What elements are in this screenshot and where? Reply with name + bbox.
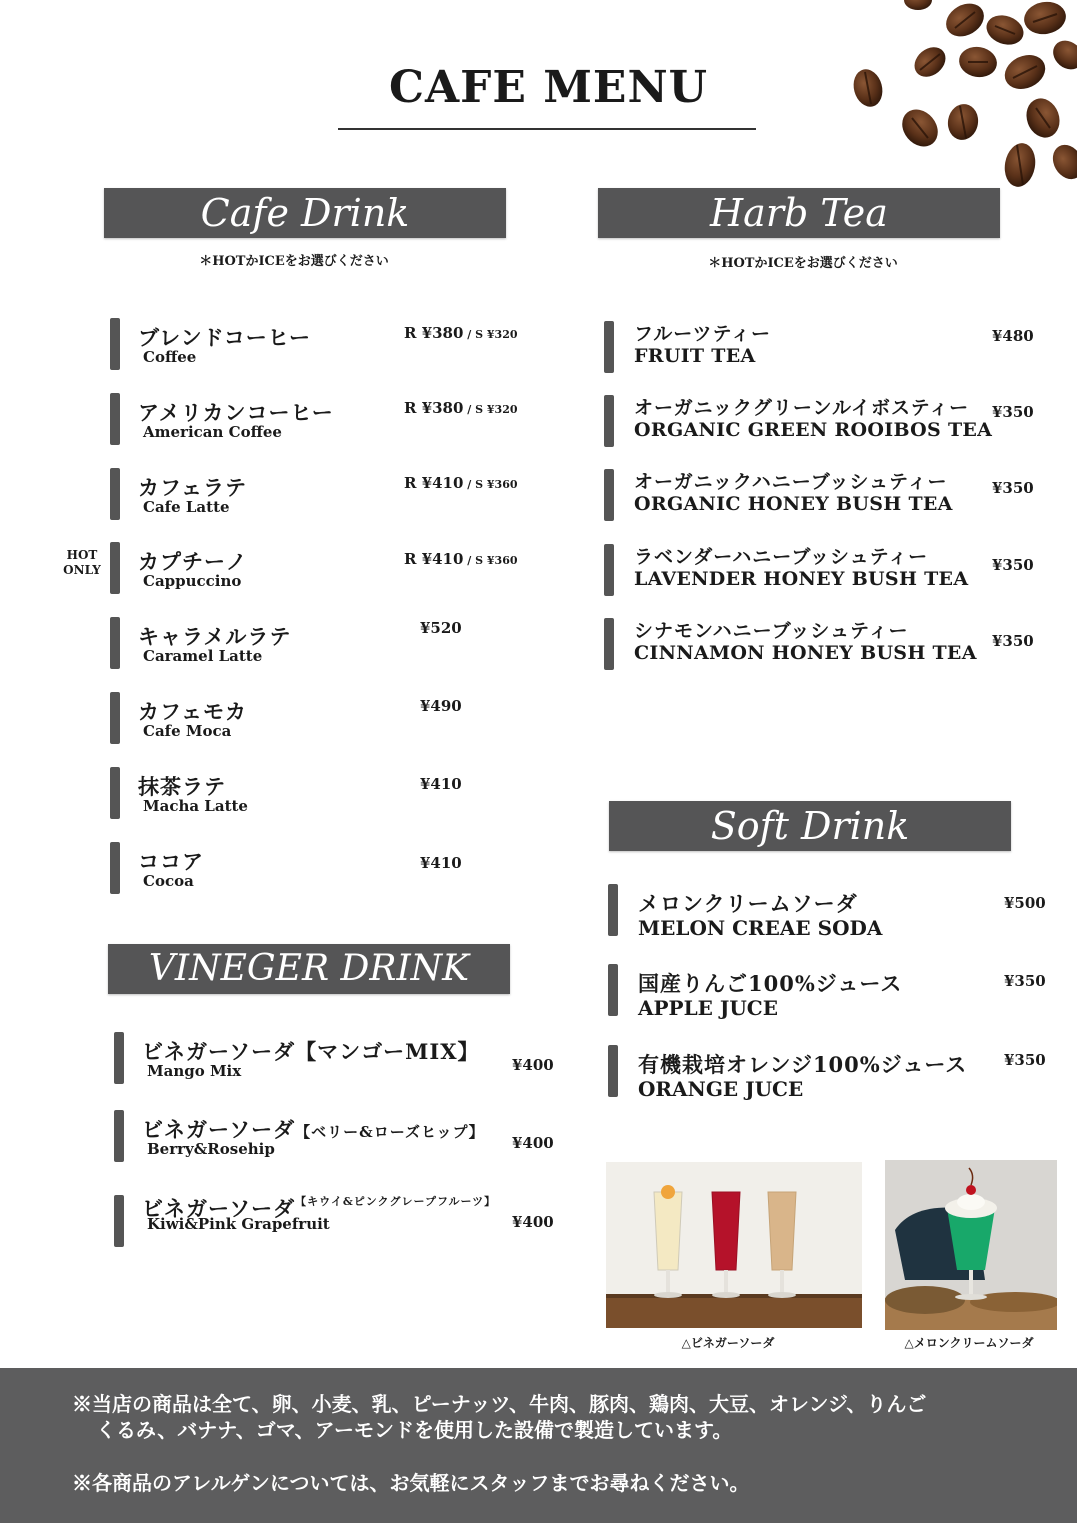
item-marker	[110, 393, 120, 445]
item-name-en: MELON CREAE SODA	[638, 916, 883, 940]
item-name-en: CINNAMON HONEY BUSH TEA	[634, 642, 977, 664]
item-name-en: Cocoa	[143, 872, 194, 890]
item-name-jp: 抹茶ラテ	[138, 774, 226, 799]
vinegar-soda-photo	[606, 1162, 862, 1328]
item-price: ¥520	[420, 619, 462, 637]
soft-drink-heading: Soft Drink	[609, 801, 1011, 851]
item-price: ¥400	[512, 1134, 554, 1152]
item-name-en: Cafe Latte	[143, 498, 230, 516]
item-price: ¥490	[420, 697, 462, 715]
harb-tea-heading: Harb Tea	[598, 188, 1000, 238]
item-name-en: Caramel Latte	[143, 647, 263, 665]
item-name-jp: オーガニックハニーブッシュティー	[634, 471, 948, 493]
item-price: ¥350	[1004, 1051, 1046, 1069]
item-marker	[110, 468, 120, 520]
item-name-jp: カプチーノ	[138, 549, 248, 574]
item-name-jp: アメリカンコーヒー	[138, 400, 334, 425]
item-name-jp: メロンクリームソーダ	[638, 891, 858, 916]
item-marker	[114, 1032, 124, 1084]
item-price: ¥500	[1004, 894, 1046, 912]
allergen-notice-line1: ※当店の商品は全て、卵、小麦、乳、ピーナッツ、牛肉、豚肉、鶏肉、大豆、オレンジ、りんご	[72, 1392, 927, 1416]
item-price: ¥350	[1004, 972, 1046, 990]
item-price: ¥350	[992, 479, 1034, 497]
item-name-en: ORGANIC GREEN ROOIBOS TEA	[634, 419, 993, 441]
cafe-drink-note: ＊HOTかICEをお選びください	[199, 254, 389, 269]
item-marker	[604, 469, 614, 521]
item-name-jp: ビネガーソーダ【マンゴーMIX】	[142, 1039, 480, 1064]
item-name-jp: ラベンダーハニーブッシュティー	[634, 546, 929, 568]
item-name-jp: カフェラテ	[138, 475, 247, 500]
item-price: ¥480	[992, 327, 1034, 345]
item-price: R ¥380 / S ¥320	[404, 324, 518, 342]
item-price: ¥350	[992, 403, 1034, 421]
item-marker	[604, 618, 614, 670]
cafe-drink-heading: Cafe Drink	[104, 188, 506, 238]
melon-photo-caption: △メロンクリームソーダ	[904, 1336, 1034, 1350]
allergen-notice-line3: ※各商品のアレルゲンについては、お気軽にスタッフまでお尋ねください。	[72, 1471, 750, 1495]
item-price: ¥400	[512, 1213, 554, 1231]
item-price: R ¥410 / S ¥360	[404, 474, 518, 492]
item-name-jp: ビネガーソーダ$^{【キウイ\&ピンクグレープフルーツ】}$	[142, 1195, 497, 1221]
item-name-jp: シナモンハニーブッシュティー	[634, 620, 909, 642]
item-marker	[604, 321, 614, 373]
item-name-jp: ビネガーソーダ【ベリー&ローズヒップ】	[142, 1117, 485, 1142]
item-name-jp: 有機栽培オレンジ100%ジュース	[638, 1052, 968, 1077]
hot-only-label: HOT ONLY	[63, 548, 101, 577]
item-name-jp: オーガニックグリーンルイボスティー	[634, 397, 970, 419]
item-name-en: ORANGE JUCE	[638, 1077, 804, 1101]
allergen-footer	[0, 1368, 1077, 1523]
item-marker	[110, 692, 120, 744]
item-name-en: Cappuccino	[143, 572, 242, 590]
page-title: CAFE MENU	[388, 62, 709, 113]
item-name-jp: ココア	[138, 849, 204, 874]
item-price: R ¥410 / S ¥360	[404, 550, 518, 568]
item-price: ¥400	[512, 1056, 554, 1074]
item-name-jp: ブレンドコーヒー	[138, 325, 311, 350]
item-marker	[604, 544, 614, 596]
item-marker	[114, 1110, 124, 1162]
item-marker	[604, 395, 614, 447]
item-marker	[110, 617, 120, 669]
item-name-en: Macha Latte	[143, 797, 248, 815]
item-name-en: Coffee	[143, 348, 197, 366]
harb-tea-note: ＊HOTかICEをお選びください	[708, 256, 898, 271]
item-marker	[110, 318, 120, 370]
item-marker	[110, 767, 120, 819]
item-name-jp: カフェモカ	[138, 699, 247, 724]
vinegar-photo-caption: △ビネガーソーダ	[681, 1336, 775, 1350]
item-name-en: Kiwi&Pink Grapefruit	[147, 1215, 330, 1233]
item-marker	[110, 842, 120, 894]
vinegar-drink-heading: VINEGER DRINK	[108, 944, 510, 994]
item-marker	[608, 1045, 618, 1097]
item-price: ¥350	[992, 632, 1034, 650]
item-name-jp: フルーツティー	[634, 323, 771, 345]
item-price: ¥410	[420, 775, 462, 793]
item-name-jp: キャラメルラテ	[138, 624, 292, 649]
item-name-en: LAVENDER HONEY BUSH TEA	[634, 568, 969, 590]
item-marker	[608, 884, 618, 936]
item-name-jp: 国産りんご100%ジュース	[638, 971, 903, 996]
item-name-en: FRUIT TEA	[634, 345, 756, 367]
item-price: ¥350	[992, 556, 1034, 574]
item-price: R ¥380 / S ¥320	[404, 399, 518, 417]
item-price: ¥410	[420, 854, 462, 872]
item-marker	[114, 1195, 124, 1247]
item-name-en: ORGANIC HONEY BUSH TEA	[634, 493, 953, 515]
item-name-en: Mango Mix	[147, 1062, 242, 1080]
item-name-en: Cafe Moca	[143, 722, 232, 740]
title-divider	[338, 128, 756, 130]
allergen-notice-line2: くるみ、バナナ、ゴマ、アーモンドを使用した設備で製造しています。	[96, 1418, 733, 1442]
item-marker	[608, 964, 618, 1016]
item-name-en: APPLE JUCE	[638, 996, 778, 1020]
melon-soda-photo	[885, 1160, 1057, 1330]
item-name-en: American Coffee	[143, 423, 282, 441]
item-name-en: Berry&Rosehip	[147, 1140, 275, 1158]
item-marker	[110, 542, 120, 594]
